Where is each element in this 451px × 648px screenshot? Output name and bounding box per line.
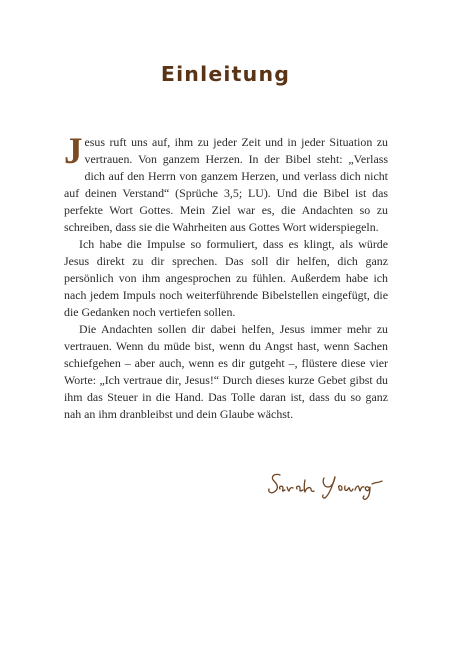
paragraph-2: Ich habe die Impulse so formuliert, dass es klingt, als würde Jesus direkt zu dir sprechen. Das soll dir helfen, dich ganz persönlich von ihm angesprochen zu fühlen. Außerdem habe ich nach jedem Impuls noch weiterführende Bibelstellen eingefügt, die die Gedanken noch vertiefen sollen. — [64, 237, 388, 319]
body-text — [64, 131, 388, 423]
paragraph-3: Die Andachten sollen dir dabei helfen, Jesus immer mehr zu vertrauen. Wenn du müde bist, wenn du Angst hast, wenn Sachen schiefgehen – aber auch, wenn es dir gutgeht –, flüstere diese vier Worte: „Ich vertraue dir, Jesus!“ Durch dieses kurze Gebet gibst du ihm das Steuer in die Hand. Das Tolle daran ist, dass du so ganz nah an ihm dranbleibst und dein Glaube wächst. — [64, 322, 388, 421]
page-title: Einleitung — [160, 62, 291, 86]
drop-cap: J — [64, 131, 83, 172]
signature-icon — [266, 470, 388, 500]
paragraph-1 — [64, 131, 388, 236]
author-signature — [266, 470, 388, 500]
paragraph-1-text: esus ruft uns auf, ihm zu jeder Zeit und in jeder Situation zu vertrauen. Von ganzem Herzen. In der Bibel steht: „Verlass dich auf den Herrn von ganzem Herzen, und verlass dich nicht auf deinen Verstand“ (Sprüche 3,5; LU). Und die Bibel ist das perfekte Wort Gottes. Mein Ziel war es, die Andachten so zu schreiben, dass sie die Wahrheiten aus Gottes Wort widerspiegeln. — [64, 135, 388, 234]
